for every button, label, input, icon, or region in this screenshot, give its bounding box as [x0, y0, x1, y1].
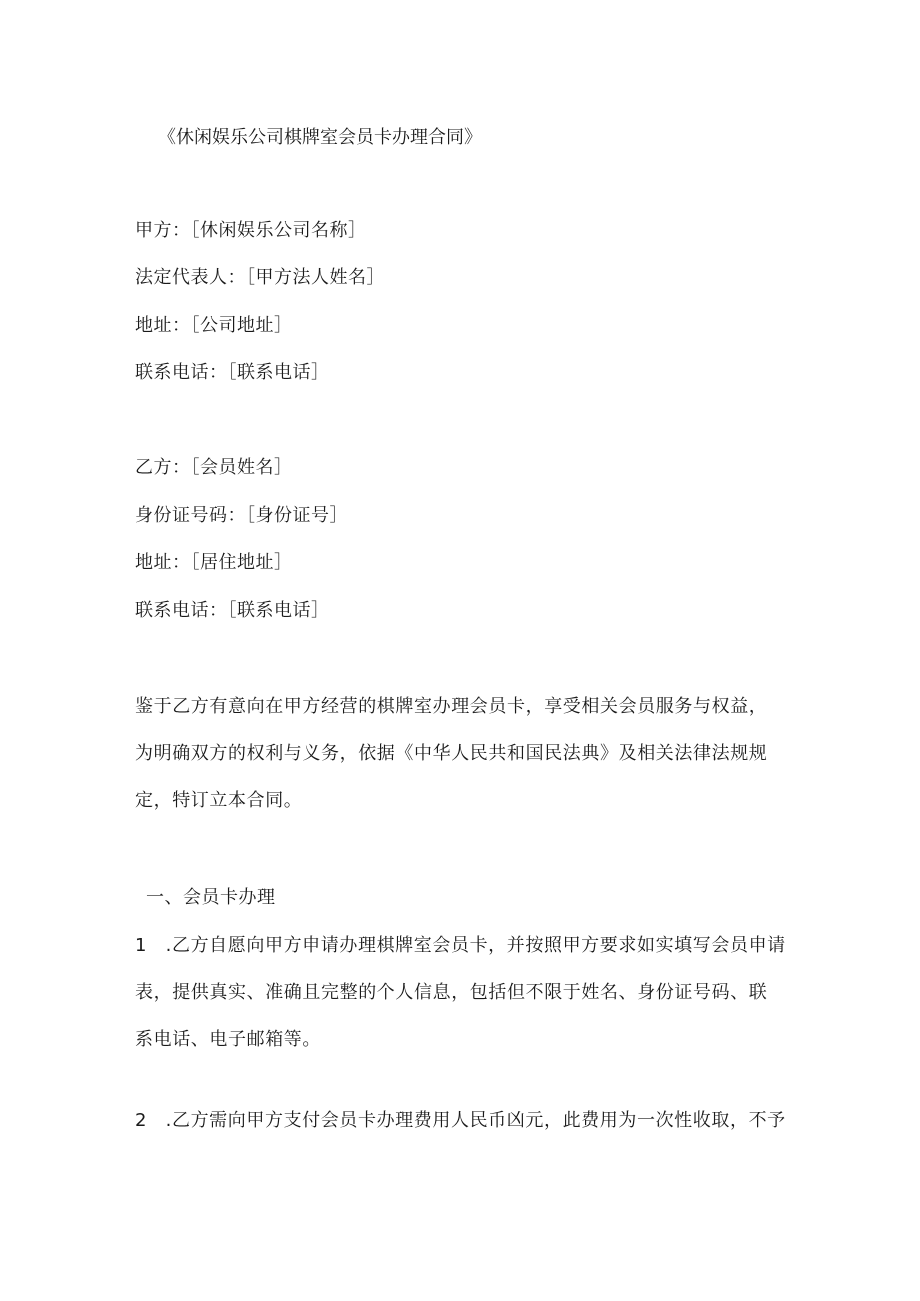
clause-line: 系电话、电子邮箱等。: [135, 1029, 321, 1050]
clause-line: 1 .乙方自愿向甲方申请办理棋牌室会员卡，并按照甲方要求如实填写会员申请: [135, 935, 786, 956]
party-b-address: 地址：［居住地址］: [135, 552, 293, 573]
clause-line: 2 .乙方需向甲方支付会员卡办理费用人民币凶元，此费用为一次性收取，不予: [135, 1110, 786, 1131]
party-a-address: 地址：［公司地址］: [135, 315, 293, 336]
party-b-name: 乙方：［会员姓名］: [135, 457, 293, 478]
clause-1-paragraph: [135, 922, 785, 1063]
preamble-line: 定，特订立本合同。: [135, 790, 303, 811]
preamble-paragraph: [135, 683, 785, 824]
preamble-line: 为明确双方的权利与义务，依据《中华人民共和国民法典》及相关法律法规规: [135, 743, 768, 764]
clause-2-paragraph: [135, 1097, 785, 1144]
party-a-legal-representative: 法定代表人：［甲方法人姓名］: [135, 267, 385, 288]
document-title: 《休闲娱乐公司棋牌室会员卡办理合同》: [158, 127, 482, 148]
preamble-line: 鉴于乙方有意向在甲方经营的棋牌室办理会员卡，享受相关会员服务与权益，: [135, 696, 768, 717]
clause-line: 表，提供真实、准确且完整的个人信息，包括但不限于姓名、身份证号码、联: [135, 982, 768, 1003]
party-a-name: 甲方：［休闲娱乐公司名称］: [135, 220, 367, 241]
section-1-heading: 一、会员卡办理: [146, 887, 276, 908]
party-b-phone: 联系电话：［联系电话］: [135, 600, 330, 621]
party-a-phone: 联系电话：［联系电话］: [135, 362, 330, 383]
party-b-id-number: 身份证号码：［身份证号］: [135, 505, 348, 526]
